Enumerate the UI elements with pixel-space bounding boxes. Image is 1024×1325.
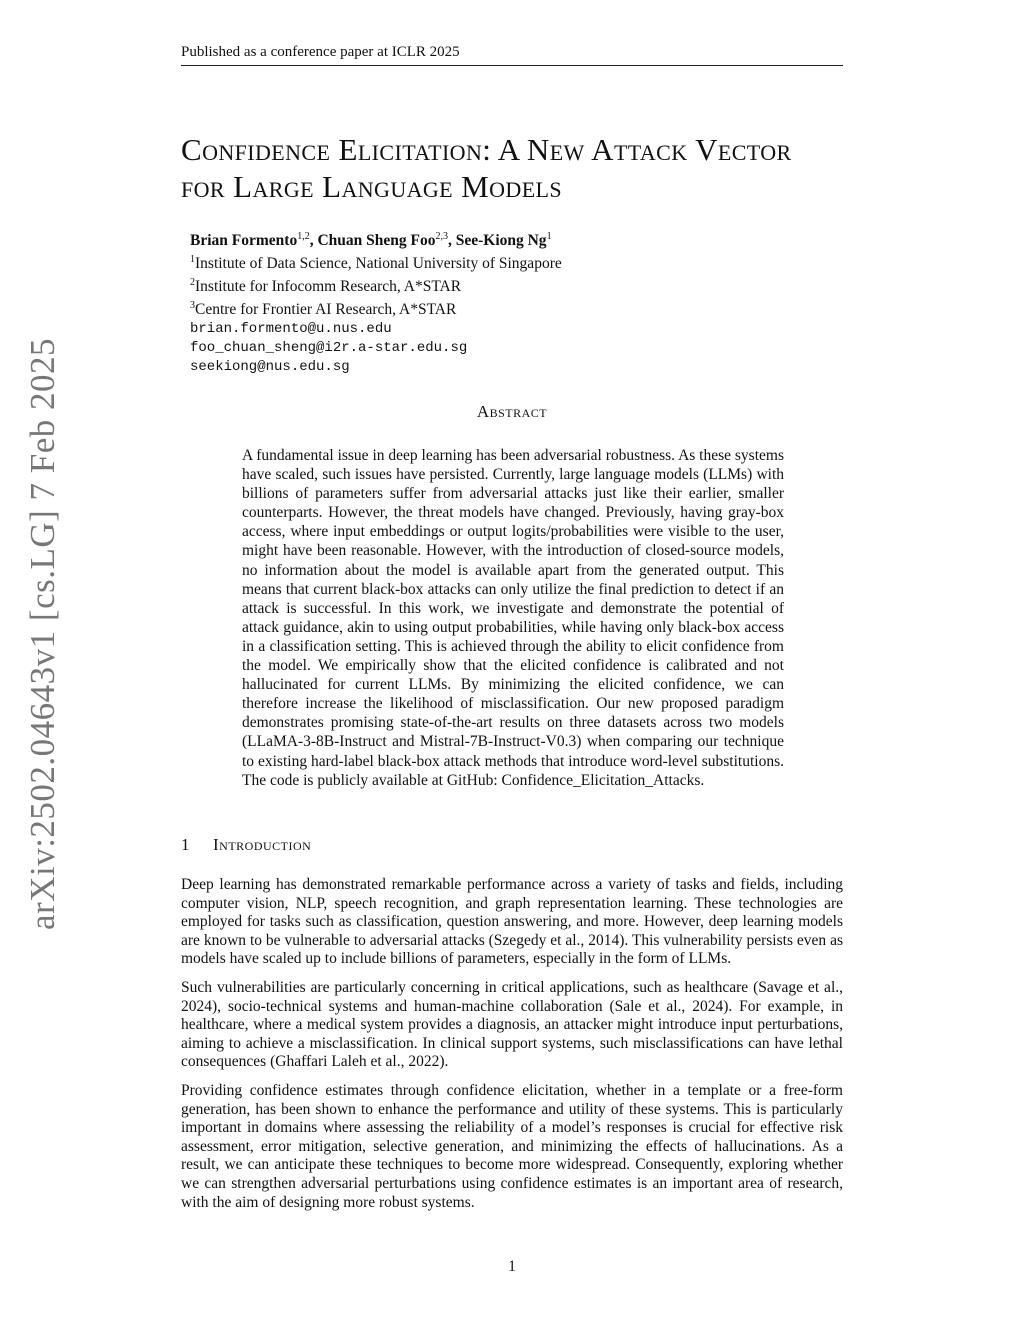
introduction-body	[181, 876, 843, 1222]
email: foo_chuan_sheng@i2r.a-star.edu.sg	[190, 339, 468, 356]
affiliation: $^1$Institute of Data Science, National University of Singapore	[190, 254, 562, 273]
paragraph: Providing confidence estimates through confidence elicitation, whether in a template or a free-form generation, has been shown to enhance the performance and utility of these systems. This is particularly important in domains where assessing the reliability of a model’s responses is crucial for effective risk assessment, error mitigation, selective generation, and minimizing the effects of hallucinations. As a result, we can anticipate these techniques to become more widespread. Consequently, exploring whether we can strengthen adversarial perturbations using confidence estimates is an important area of research, with the aim of designing more robust systems.	[181, 1081, 843, 1211]
paragraph: Such vulnerabilities are particularly concerning in critical applications, such as healthcare (Savage et al., 2024), socio-technical systems and human-machine collaboration (Sale et al., 2024). For example, in healthcare, where a medical system provides a diagnosis, an attacker might introduce input perturbations, aiming to achieve a misclassification. In clinical support systems, such misclassifications can have lethal consequences (Ghaffari Laleh et al., 2022).	[181, 978, 843, 1071]
title-line-2: for Large Language Models	[181, 169, 563, 204]
abstract-text: A fundamental issue in deep learning has been adversarial robustness. As these systems have scaled, such issues have persisted. Currently, large language models (LLMs) with billions of parameters suffer from adversarial attacks just like their earlier, smaller counterparts. However, the threat models have changed. Previously, having gray-box access, where input embeddings or output logits/probabilities were visible to the user, might have been reasonable. However, with the introduction of closed-source models, no information about the model is available apart from the generated output. This means that current black-box attacks can only utilize the final prediction to detect if an attack is successful. In this work, we investigate and demonstrate the potential of attack guidance, akin to using output probabilities, while having only black-box access in a classification setting. This is achieved through the ability to elicit confidence from the model. We empirically show that the elicited confidence is calibrated and not hallucinated for current LLMs. By minimizing the elicited confidence, we can therefore increase the likelihood of misclassification. Our new proposed paradigm demonstrates promising state-of-the-art results on three datasets across two models (LLaMA-3-8B-Instruct and Mistral-7B-Instruct-V0.3) when comparing our technique to existing hard-label black-box attack methods that introduce word-level substitutions. The code is publicly available at GitHub: Confidence_Elicitation_Attacks.	[242, 447, 784, 789]
title-line-1: Confidence Elicitation: A New Attack Vector	[181, 132, 792, 167]
affiliation: $^2$Institute for Infocomm Research, A*STAR	[190, 277, 462, 296]
page-number: 1	[508, 1258, 516, 1275]
email: seekiong@nus.edu.sg	[190, 358, 350, 375]
section-heading	[181, 835, 311, 855]
section-number: 1	[181, 835, 190, 854]
running-header: Published as a conference paper at ICLR 2025	[181, 44, 843, 66]
email: brian.formento@u.nus.edu	[190, 320, 392, 337]
abstract-heading: Abstract	[476, 402, 548, 421]
author-name: Brian Formento	[190, 232, 298, 250]
author-sup: 2,3	[435, 231, 448, 242]
author-sup: 1,2	[297, 231, 310, 242]
paragraph: Deep learning has demonstrated remarkable performance across a variety of tasks and fields, including computer vision, NLP, speech recognition, and graph representation learning. These technologies are employed for tasks such as classification, question answering, and more. However, deep learning models are known to be vulnerable to adversarial attacks (Szegedy et al., 2014). This vulnerability persists even as models have scaled up to include billions of parameters, especially in the form of LLMs.	[181, 876, 843, 968]
author-sup: 1	[546, 231, 552, 242]
affiliation: $^3$Centre for Frontier AI Research, A*STAR	[190, 300, 457, 319]
arxiv-watermark: arXiv:2502.04643v1 [cs.LG] 7 Feb 2025	[23, 337, 62, 930]
author-names: Brian Formento$^{1,2}$, Chuan Sheng Foo$^{2,3}$, See-Kiong Ng$^1$	[190, 231, 552, 250]
section-title: Introduction	[213, 835, 312, 854]
author-name: See-Kiong Ng	[455, 232, 547, 250]
paper-title	[181, 131, 861, 205]
author-block	[190, 227, 830, 377]
author-name: Chuan Sheng Foo	[317, 232, 436, 250]
